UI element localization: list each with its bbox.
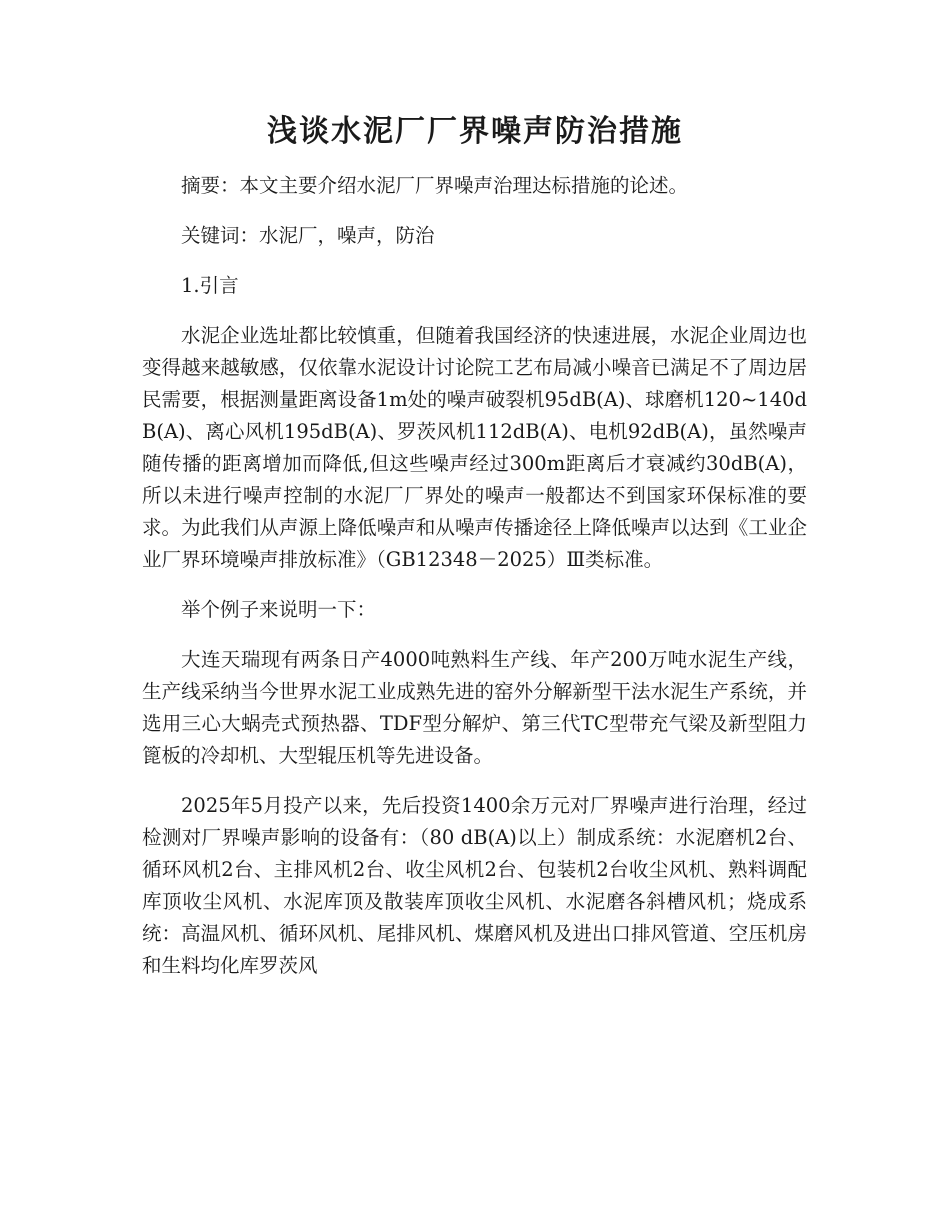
section-heading: 1.引言 [181, 274, 239, 297]
abstract-paragraph: 摘要：本文主要介绍水泥厂厂界噪声治理达标措施的论述。 [181, 174, 689, 197]
body-paragraph: 2025年5月投产以来，先后投资1400余万元对厂界噪声进行治理，经过检测对厂界噪声影响的设备有：（80 dB(A)以上）制成系统：水泥磨机2台、循环风机2台、主排风机2台、收尘风机2台、包装机2台收尘风机、熟料调配库顶收尘风机、水泥库顶及散装库顶收尘风机、水泥磨各斜槽风机；烧成系统：高温风机、循环风机、尾排风机、煤磨风机及进出口排风管道、空压机房和生料均化库罗茨风 [142, 794, 807, 977]
document-title: 浅谈水泥厂厂界噪声防治措施 [267, 114, 683, 149]
document-body [142, 170, 807, 1000]
body-paragraph: 水泥企业选址都比较慎重，但随着我国经济的快速进展，水泥企业周边也变得越来越敏感，仅依靠水泥设计讨论院工艺布局减小噪音已满足不了周边居民需要，根据测量距离设备1m处的噪声破裂机95dB(A)、球磨机120~140dB(A)、离心风机195dB(A)、罗茨风机112dB(A)、电机92dB(A)，虽然噪声随传播的距离增加而降低,但这些噪声经过300m距离后才衰减约30dB(A)，所以未进行噪声控制的水泥厂厂界处的噪声一般都达不到国家环保标准的要求。为此我们从声源上降低噪声和从噪声传播途径上降低噪声以达到《工业企业厂界环境噪声排放标准》（GB12348－2025）Ⅲ类标准。 [142, 324, 807, 571]
keywords-paragraph: 关键词：水泥厂，噪声，防治 [181, 224, 435, 247]
body-paragraph: 举个例子来说明一下： [181, 598, 377, 621]
body-paragraph: 大连天瑞现有两条日产4000吨熟料生产线、年产200万吨水泥生产线，生产线采纳当今世界水泥工业成熟先进的窑外分解新型干法水泥生产系统，并选用三心大蜗壳式预热器、TDF型分解炉、第三代TC型带充气梁及新型阻力篦板的冷却机、大型辊压机等先进设备。 [142, 648, 807, 767]
